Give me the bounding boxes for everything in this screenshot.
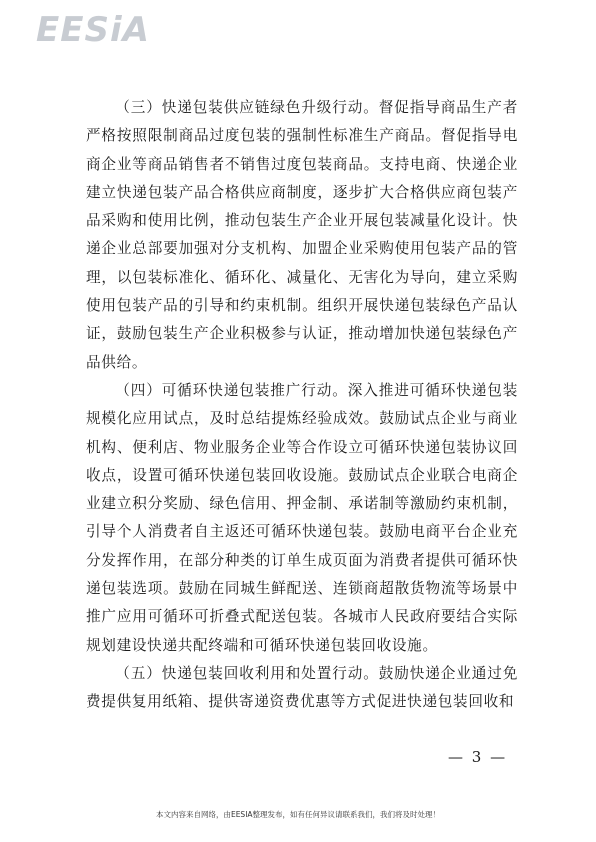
paragraph-section-4: （四）可循环快递包装推广行动。深入推进可循环快递包装规模化应用试点，及时总结提炼经验成效。鼓励试点企业与商业机构、便利店、物业服务企业等合作设立可循环快递包装协议回收点，设置可循环快递包装回收设施。鼓励试点企业联合电商企业建立积分奖励、绿色信用、押金制、承诺制等激励约束机制，引导个人消费者自主返还可循环快递包装。鼓励电商平台企业充分发挥作用，在部分种类的订单生成页面为消费者提供可循环快递包装选项。鼓励在同城生鲜配送、连锁商超散货物流等场景中推广应用可循环可折叠式配送包装。各城市人民政府要结合实际规划建设快递共配终端和可循环快递包装回收设施。 (86, 381, 518, 654)
eesia-logo: EESiA (36, 10, 150, 50)
paragraph-section-3: （三）快递包装供应链绿色升级行动。督促指导商品生产者严格按照限制商品过度包装的强制性标准生产商品。督促指导电商企业等商品销售者不销售过度包装商品。支持电商、快递企业建立快递包装产品合格供应商制度，逐步扩大合格供应商包装产品采购和使用比例，推动包装生产企业开展包装减量化设计。快递企业总部要加强对分支机构、加盟企业采购使用包装产品的管理，以包装标准化、循环化、减量化、无害化为导向，建立采购使用包装产品的引导和约束机制。组织开展快递包装绿色产品认证，鼓励包装生产企业积极参与认证，推动增加快递包装绿色产品供给。 (86, 99, 518, 371)
footer-disclaimer: 本文内容来自网络，由EESIA整理发布，如有任何异议请联系我们，我们将及时处理！ (155, 810, 441, 819)
document-body (86, 94, 518, 717)
paragraph-section-5: （五）快递包装回收利用和处置行动。鼓励快递企业通过免费提供复用纸箱、提供寄递资费优惠等方式促进快递包装回收和 (86, 664, 518, 711)
page-number: — 3 — (448, 748, 508, 766)
